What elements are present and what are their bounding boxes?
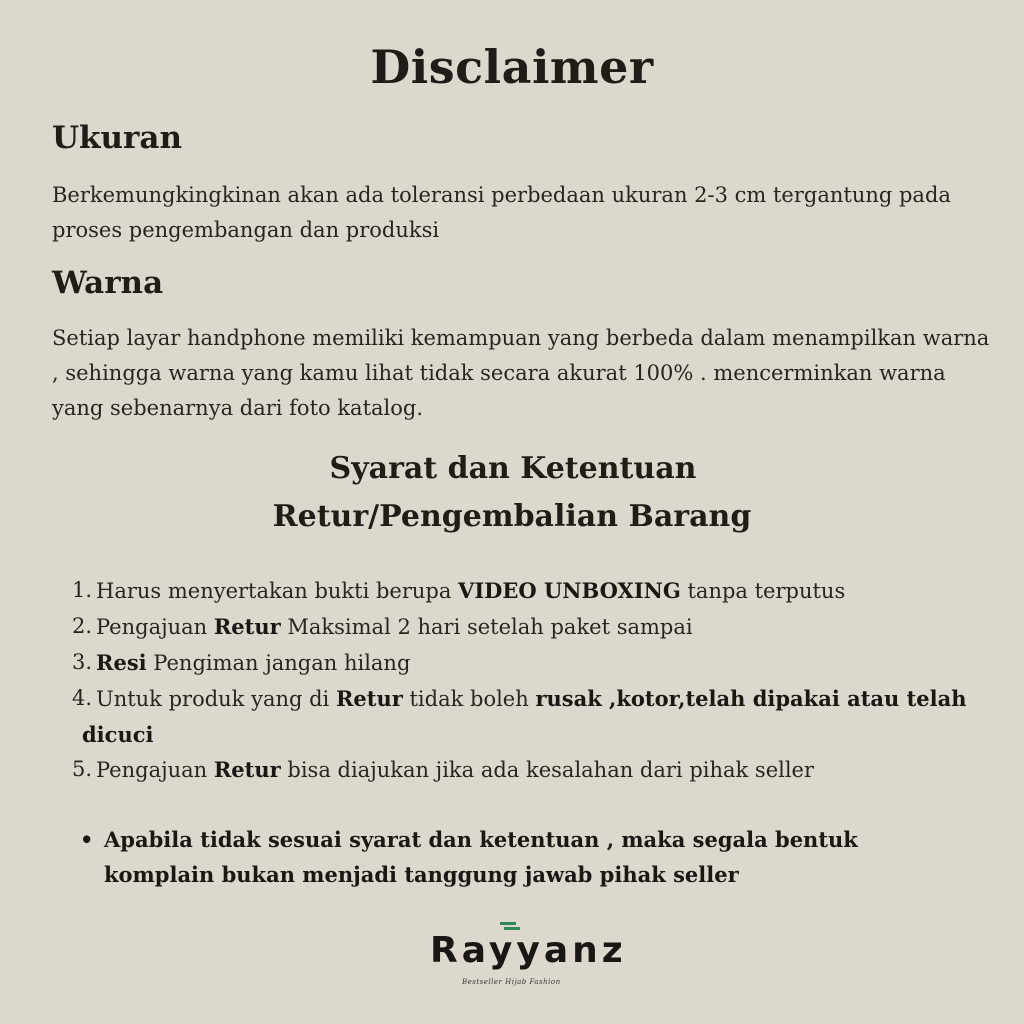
brand-name: Rayyanz bbox=[430, 930, 627, 971]
terms-item-number: 5. bbox=[72, 757, 93, 781]
terms-item-number: 4. bbox=[72, 686, 93, 710]
section-heading-warna: Warna bbox=[52, 265, 164, 301]
terms-item-emphasis: Retur bbox=[335, 686, 403, 711]
terms-title bbox=[0, 445, 1024, 541]
terms-note-list bbox=[80, 822, 960, 892]
terms-item-number: 3. bbox=[72, 650, 93, 674]
terms-item-text: tanpa terputus bbox=[680, 579, 846, 603]
terms-item-emphasis-continued: dicuci bbox=[82, 722, 154, 747]
terms-title-line-1: Syarat dan Ketentuan bbox=[329, 451, 697, 486]
terms-item-emphasis: VIDEO UNBOXING bbox=[458, 578, 681, 603]
ukuran-text: Berkemungkingkinan akan ada toleransi perbedaan ukuran 2-3 cm tergantung pada proses pengembangan dan produksi bbox=[52, 183, 951, 242]
terms-item bbox=[72, 752, 982, 788]
terms-item-text: Pengiman jangan hilang bbox=[146, 651, 411, 675]
terms-item-text: Maksimal 2 hari setelah paket sampai bbox=[280, 615, 693, 639]
terms-item bbox=[72, 681, 982, 752]
terms-item bbox=[72, 645, 982, 681]
terms-item-number: 2. bbox=[72, 614, 93, 638]
terms-item-text: Untuk produk yang di bbox=[96, 687, 336, 711]
terms-item-emphasis: rusak ,kotor,telah dipakai atau telah bbox=[535, 686, 967, 711]
warna-text: Setiap layar handphone memiliki kemampuan yang berbeda dalam menampilkan warna , sehingga warna yang kamu lihat tidak secara akurat 100% . mencerminkan warna yang sebenarnya dari foto katalog. bbox=[52, 326, 990, 420]
terms-item-number: 1. bbox=[72, 578, 93, 602]
terms-item-emphasis: Retur bbox=[213, 757, 281, 782]
section-heading-ukuran: Ukuran bbox=[52, 120, 183, 156]
terms-note-text: Apabila tidak sesuai syarat dan ketentuan , maka segala bentuk komplain bukan menjadi tanggung jawab pihak seller bbox=[104, 827, 858, 887]
terms-item bbox=[72, 573, 982, 609]
terms-list bbox=[72, 573, 982, 788]
brand-tagline: Bestseller Hijab Fashion bbox=[462, 978, 561, 986]
brand-logo bbox=[420, 922, 627, 992]
terms-item-text: Pengajuan bbox=[96, 615, 214, 639]
page-title: Disclaimer bbox=[370, 40, 654, 94]
terms-item-text: Harus menyertakan bukti berupa bbox=[96, 579, 459, 603]
terms-note bbox=[80, 822, 960, 892]
terms-item-emphasis: Retur bbox=[213, 614, 281, 639]
terms-item-text: bisa diajukan jika ada kesalahan dari pihak seller bbox=[280, 758, 815, 782]
bullet-icon: • bbox=[80, 827, 94, 852]
terms-item-text: tidak boleh bbox=[402, 687, 536, 711]
terms-item-text: Pengajuan bbox=[96, 758, 214, 782]
terms-item bbox=[72, 609, 982, 645]
terms-title-line-2: Retur/Pengembalian Barang bbox=[272, 499, 752, 534]
terms-item-emphasis: Resi bbox=[96, 650, 147, 675]
